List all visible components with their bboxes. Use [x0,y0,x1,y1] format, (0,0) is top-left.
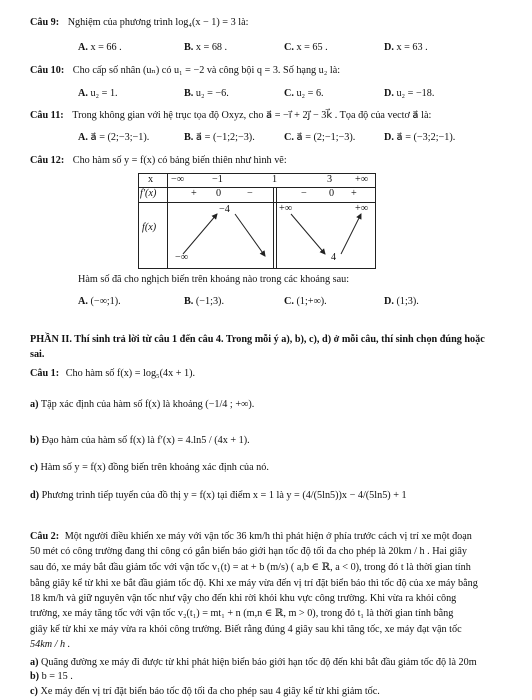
question-10-label: Câu 10: [30,65,65,76]
p2-q1-statement-b[interactable]: b) Đạo hàm của hàm số f(x) là f′(x) = 4.ln5 / (4x + 1). [30,435,250,446]
arrow-increasing-1 [183,214,217,254]
table-x-minus1: −1 [212,174,223,185]
question-11 [30,109,431,122]
p2-question-2-line3: sau đó, xe máy bắt đầu giảm tốc với vận tốc v₁(t) = at + b (m/s) ( a,b ∈ ℝ, a < 0), trong đó t là thời gian tính [30,562,471,573]
p2-question-1-text: Cho hàm số f(x) = log₅(4x + 1). [65,368,196,379]
p2-q2-statement-a[interactable]: a) Quãng đường xe máy đi được từ khi phát hiện biển báo giới hạn tốc độ đến khi bắt đầu giảm tốc độ là 20m [30,657,477,668]
fprime-zero-2: 0 [329,188,335,199]
variation-arrows [139,174,375,268]
question-11-text: Trong không gian với hệ trục tọa độ Oxyz, cho a⃗ = −i⃗ + 2j⃗ − 3k⃗ . Tọa độ của vectơ a⃗ là: [72,110,432,121]
p2-question-2-line1: Câu 2: Một người điều khiển xe máy với vận tốc 36 km/h thì phát hiện ở phía trước cách vị trí xe một đoạn [30,531,472,542]
question-9 [30,16,248,29]
part2-heading-cont: sai. [30,349,45,360]
question-9-label: Câu 9: [30,17,60,28]
table-fprime-label: f′(x) [140,188,157,199]
p2-q1-statement-c[interactable]: c) Hàm số y = f(x) đồng biến trên khoảng xác định của nó. [30,462,269,473]
q9-option-a[interactable]: A. x = 66 . [78,42,122,53]
table-x-3: 3 [327,174,333,185]
q12-option-d[interactable]: D. (1;3). [384,296,419,307]
question-12-prompt: Hàm số đã cho nghịch biến trên khoảng nào trong các khoảng sau: [78,274,350,285]
q9-option-b[interactable]: B. x = 68 . [184,42,228,53]
question-10 [30,64,340,77]
p2-question-2-line2: 50 mét có công trường đang thi công có gắn biển báo giới hạn tốc độ tối đa cho phép là 20km / h . Hai giây [30,546,467,557]
q11-option-d[interactable]: D. a⃗ = (−3;2;−1). [384,132,456,143]
table-x-1: 1 [272,174,278,185]
arrow-increasing-2 [341,214,361,254]
p2-question-2-line7: giây kể từ khi xe máy vừa ra khỏi công trường. Biết rằng đúng 4 giây sau khi tăng tốc, xe máy đạt vận tốc [30,624,462,635]
q11-option-a[interactable]: A. a⃗ = (2;−3;−1). [78,132,150,143]
q11-option-c[interactable]: C. a⃗ = (2;−1;−3). [284,132,356,143]
part2-heading: PHẦN II. Thí sinh trả lời từ câu 1 đến câu 4. Trong mỗi ý a), b), c), d) ở mỗi câu, thí sinh chọn đúng hoặc [30,334,485,345]
p2-question-1 [30,367,195,380]
p2-question-2-line4: bằng giây kể từ khi xe bắt đầu giảm tốc độ. Khi xe máy vừa đến vị trí đặt biển báo thì tốc độ của xe máy bằng [30,578,478,589]
p2-q2-statement-b[interactable]: b) b = 15 . [30,671,73,682]
fprime-zero-1: 0 [216,188,222,199]
table-x-pos-inf: +∞ [355,174,369,185]
p2-question-1-label: Câu 1: [30,368,60,379]
question-10-text: Cho cấp số nhân (uₙ) có u₁ = −2 và công bội q = 3. Số hạng u₂ là: [72,65,341,76]
question-12-text: Cho hàm số y = f(x) có bảng biến thiên như hình vẽ: [72,155,287,166]
table-x-label: x [148,174,154,185]
p2-q1-statement-d[interactable]: d) Phương trình tiếp tuyến của đồ thị y = f(x) tại điểm x = 1 là y = (4/(5ln5))x − 4/(5ln5) + 1 [30,490,407,501]
fprime-sign-3: − [301,188,307,199]
fprime-sign-1: + [191,188,197,199]
f-value-minus4: −4 [219,204,230,215]
fprime-sign-4: + [351,188,357,199]
table-f-label: f(x) [142,222,157,233]
q12-option-b[interactable]: B. (−1;3). [184,296,224,307]
question-12-label: Câu 12: [30,155,65,166]
table-x-neg-inf: −∞ [171,174,185,185]
f-value-4: 4 [331,252,337,263]
q10-option-a[interactable]: A. u₂ = 1. [78,88,118,99]
p2-question-2-line6: trường, xe máy tăng tốc với vận tốc v₂(t₁) = mt₁ + n (m,n ∈ ℝ, m > 0), trong đó t₁ là thời gian tính bằng [30,608,454,619]
fprime-sign-2: − [247,188,253,199]
q10-option-c[interactable]: C. u₂ = 6. [284,88,324,99]
arrow-decreasing-1 [235,214,265,256]
p2-q1-statement-a[interactable]: a) Tập xác định của hàm số f(x) là khoảng (−1/4 ; +∞). [30,399,255,410]
question-11-label: Câu 11: [30,110,64,121]
q10-option-b[interactable]: B. u₂ = −6. [184,88,229,99]
arrow-decreasing-2 [291,214,325,254]
question-12 [30,154,287,167]
p2-q2-statement-c[interactable]: c) Xe máy đến vị trí đặt biển báo tốc độ tối đa cho phép sau 4 giây kể từ khi giảm tốc. [30,686,380,697]
q10-option-d[interactable]: D. u₂ = −18. [384,88,435,99]
p2-question-2-line8: 54km / h . [30,639,71,650]
f-value-pos-inf-right: +∞ [355,203,369,214]
p2-question-2-line5: 18 km/h và giữ nguyên vận tốc như vậy cho đến khi rời khỏi khu vực công trường. Khi vừa ra khỏi công [30,593,457,604]
question-9-text: Nghiệm của phương trình log₄(x − 1) = 3 là: [67,17,249,28]
f-value-pos-inf-left: +∞ [279,203,293,214]
q11-option-b[interactable]: B. a⃗ = (−1;2;−3). [184,132,255,143]
q9-option-d[interactable]: D. x = 63 . [384,42,428,53]
q9-option-c[interactable]: C. x = 65 . [284,42,328,53]
p2-question-2-label: Câu 2: [30,531,60,542]
q12-option-c[interactable]: C. (1;+∞). [284,296,327,307]
q12-option-a[interactable]: A. (−∞;1). [78,296,121,307]
variation-table [138,173,376,269]
f-value-neg-inf: −∞ [175,252,189,263]
